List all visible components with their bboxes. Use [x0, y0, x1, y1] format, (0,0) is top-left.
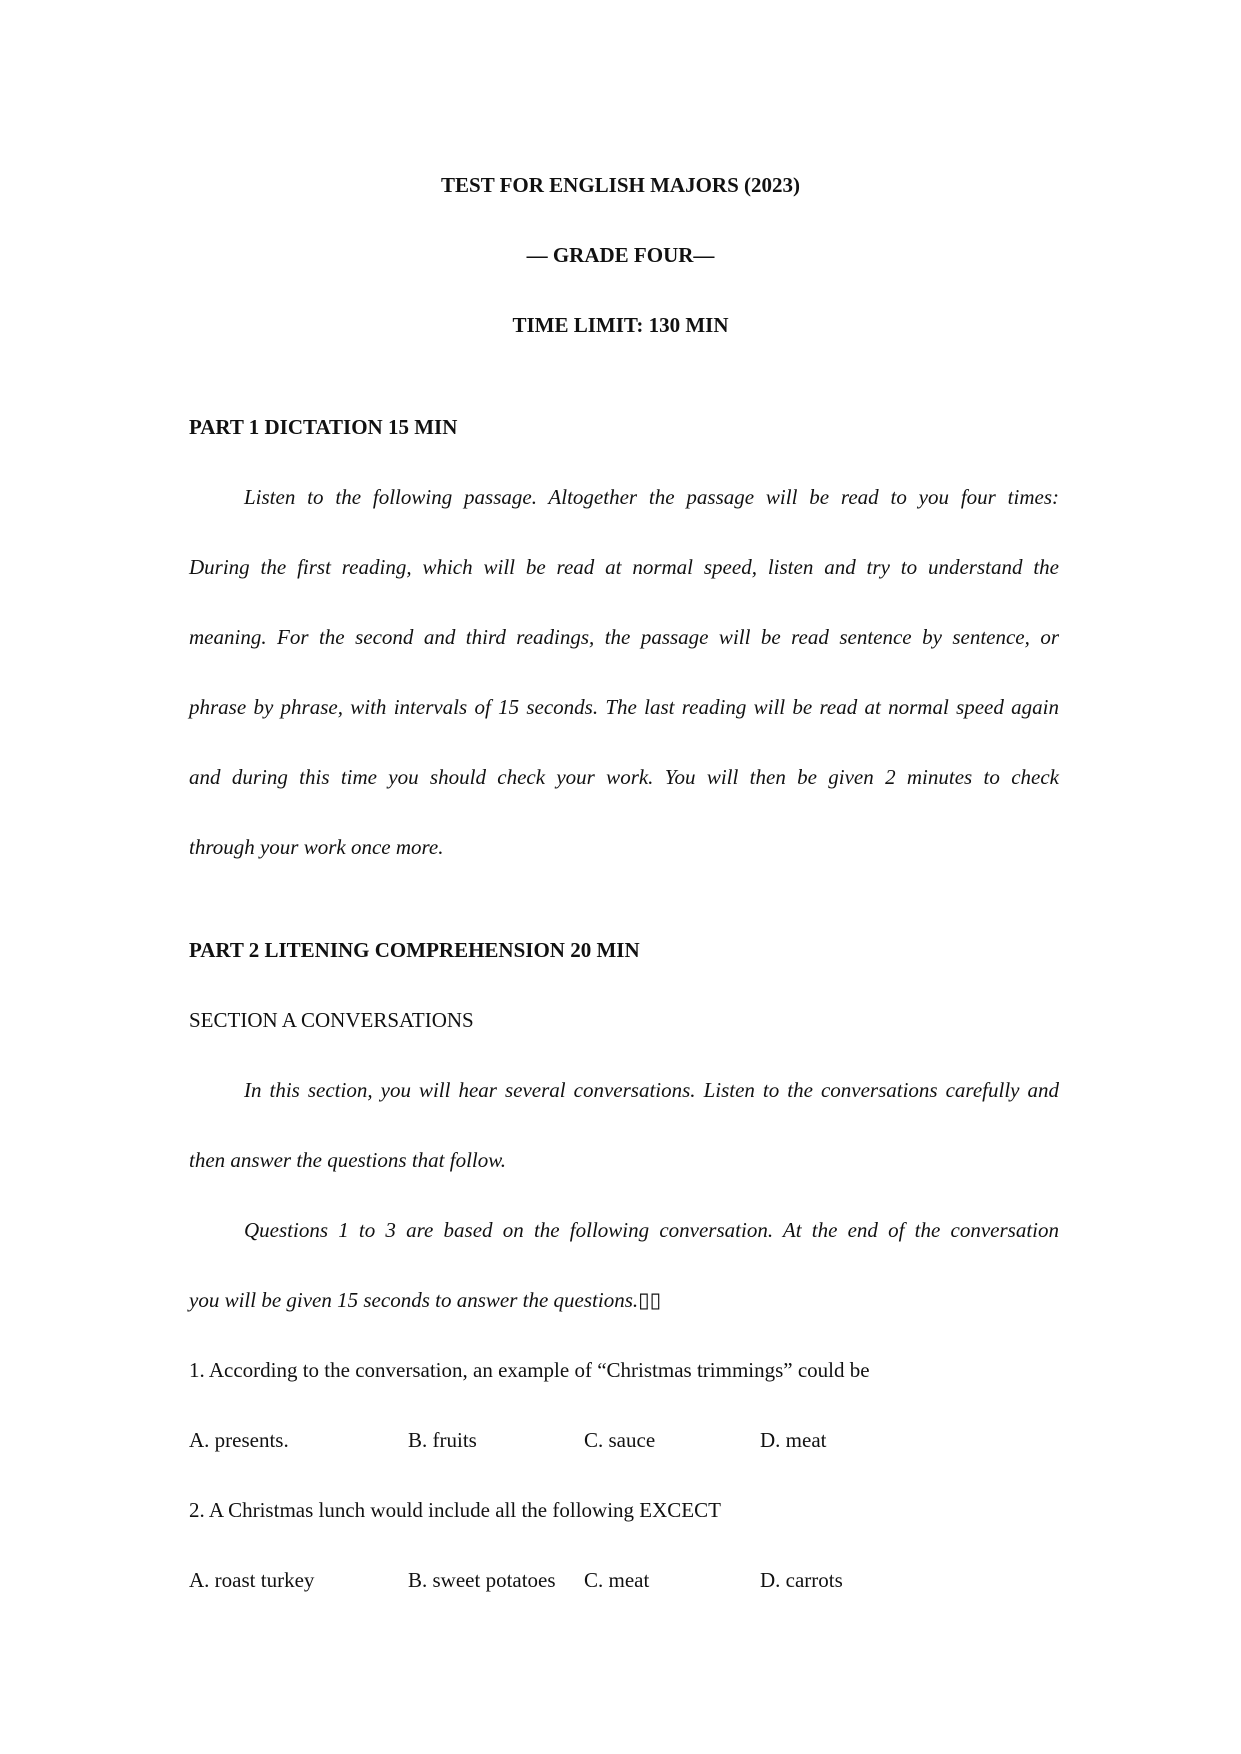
exam-title: TEST FOR ENGLISH MAJORS (2023): [441, 173, 800, 197]
part1-heading: PART 1 DICTATION 15 MIN: [189, 415, 458, 439]
question-intro-line: you will be given 15 seconds to answer the questions.▯▯: [189, 1288, 662, 1312]
part1-instruction-line: Listen to the following passage. Altogether the passage will be read to you four times:: [244, 485, 1059, 509]
part1-instruction-line: and during this time you should check your work. You will then be given 2 minutes to check: [189, 765, 1059, 789]
question-1-option-c: C. sauce: [584, 1428, 656, 1452]
part1-instruction-line: During the first reading, which will be read at normal speed, listen and try to understand the: [189, 555, 1059, 579]
part1-instruction-line: through your work once more.: [189, 835, 444, 859]
question-2-option-c: C. meat: [584, 1568, 650, 1592]
question-1-option-a: A. presents.: [189, 1428, 289, 1452]
question-intro-line: Questions 1 to 3 are based on the following conversation. At the end of the conversation: [244, 1218, 1059, 1242]
question-2-option-d: D. carrots: [760, 1568, 843, 1592]
exam-grade: — GRADE FOUR—: [526, 243, 715, 267]
question-2-option-b: B. sweet potatoes: [408, 1568, 556, 1592]
section-a-instruction-line: then answer the questions that follow.: [189, 1148, 506, 1172]
section-a-instruction-line: In this section, you will hear several conversations. Listen to the conversations carefully and: [244, 1078, 1059, 1102]
section-a-heading: SECTION A CONVERSATIONS: [189, 1008, 474, 1032]
exam-time-limit: TIME LIMIT: 130 MIN: [512, 313, 729, 337]
question-2-option-a: A. roast turkey: [189, 1568, 315, 1592]
question-1-stem: 1. According to the conversation, an example of “Christmas trimmings” could be: [189, 1358, 870, 1382]
question-2-stem: 2. A Christmas lunch would include all the following EXCECT: [189, 1498, 721, 1522]
part2-heading: PART 2 LITENING COMPREHENSION 20 MIN: [189, 938, 640, 962]
question-1-option-d: D. meat: [760, 1428, 827, 1452]
part1-instruction-line: phrase by phrase, with intervals of 15 seconds. The last reading will be read at normal speed again: [189, 695, 1059, 719]
question-1-option-b: B. fruits: [408, 1428, 477, 1452]
part1-instruction-line: meaning. For the second and third readings, the passage will be read sentence by sentence, or: [189, 625, 1059, 649]
